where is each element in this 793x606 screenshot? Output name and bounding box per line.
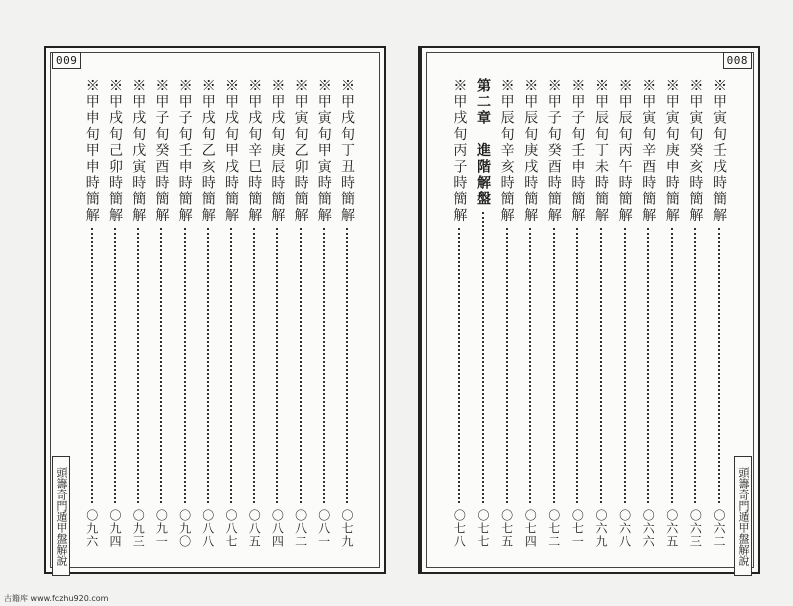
dot-leader <box>576 228 578 503</box>
dot-leader <box>600 228 602 503</box>
entry-page-number: 〇八四 <box>270 509 285 548</box>
entry-title: ※甲辰旬丁未時簡解 <box>593 78 609 224</box>
toc-entry <box>521 78 539 548</box>
toc-entry <box>129 78 147 548</box>
right-page <box>418 46 760 574</box>
entry-page-number: 〇七九 <box>340 509 354 548</box>
toc-entry <box>268 78 286 548</box>
entry-title: ※甲申旬甲申時簡解 <box>83 78 100 224</box>
entry-page-number: 〇七一 <box>570 509 585 548</box>
entry-page-number: 〇六五 <box>664 509 679 548</box>
dot-leader <box>458 228 460 503</box>
book-side-title: 頭籌奇門遁甲盤解說 <box>52 456 70 576</box>
dot-leader <box>230 228 232 503</box>
dot-leader <box>91 228 93 503</box>
toc-entry <box>222 78 240 548</box>
toc-entry <box>315 78 333 548</box>
dot-leader <box>694 228 696 503</box>
entry-page-number: 〇八二 <box>293 509 308 548</box>
page-number: 009 <box>52 52 81 69</box>
dot-leader <box>276 228 278 503</box>
entry-title: ※甲辰旬辛亥時簡解 <box>498 78 515 224</box>
entry-title: ※甲寅旬壬戌時簡解 <box>711 78 727 224</box>
toc-entry <box>176 78 194 548</box>
entry-page-number: 〇六九 <box>594 509 608 548</box>
dot-leader <box>553 228 555 503</box>
dot-leader <box>482 212 484 503</box>
entry-title: ※甲戌旬戊寅時簡解 <box>130 78 147 224</box>
dot-leader <box>529 228 531 503</box>
dot-leader <box>718 228 720 503</box>
entry-title: 第二章 進階解盤 <box>475 78 491 208</box>
entry-page-number: 〇七四 <box>523 509 538 548</box>
toc-entry <box>106 78 124 548</box>
entry-page-number: 〇八五 <box>247 509 262 548</box>
entry-page-number: 〇七七 <box>476 509 490 548</box>
entry-title: ※甲寅旬辛酉時簡解 <box>640 78 657 224</box>
entry-page-number: 〇七五 <box>499 509 514 548</box>
toc-entry <box>152 78 170 548</box>
entry-page-number: 〇七八 <box>452 509 467 548</box>
toc-entry <box>663 78 681 548</box>
dot-leader <box>114 228 116 503</box>
toc-entry <box>292 78 310 548</box>
toc-entry <box>199 78 217 548</box>
entry-page-number: 〇九〇 <box>177 509 192 548</box>
entry-title: ※甲寅旬乙卯時簡解 <box>292 78 309 224</box>
dot-leader <box>346 228 348 503</box>
toc-entry <box>592 78 610 548</box>
entry-page-number: 〇八八 <box>200 509 215 548</box>
entry-page-number: 〇九四 <box>108 509 122 548</box>
dot-leader <box>647 228 649 503</box>
toc-entry <box>686 78 704 548</box>
entry-title: ※甲戌旬乙亥時簡解 <box>199 78 216 224</box>
book-side-title: 頭籌奇門遁甲盤解說 <box>734 456 752 576</box>
entry-title: ※甲子旬癸酉時簡解 <box>545 78 562 224</box>
entry-title: ※甲寅旬甲寅時簡解 <box>315 78 332 224</box>
entry-title: ※甲寅旬癸亥時簡解 <box>687 78 704 224</box>
entry-title: ※甲子旬壬申時簡解 <box>569 78 586 224</box>
toc-entry <box>710 78 728 548</box>
entry-page-number: 〇九三 <box>131 509 146 548</box>
dot-leader <box>671 228 673 503</box>
entry-title: ※甲子旬壬申時簡解 <box>176 78 193 224</box>
toc-entry <box>338 78 356 548</box>
dot-leader <box>184 228 186 503</box>
entry-title: ※甲戌旬辛巳時簡解 <box>246 78 263 224</box>
toc-entry <box>545 78 563 548</box>
entry-title: ※甲戌旬丁丑時簡解 <box>339 78 355 224</box>
dot-leader <box>624 228 626 503</box>
dot-leader <box>253 228 255 503</box>
entry-page-number: 〇六八 <box>617 509 632 548</box>
entry-page-number: 〇七二 <box>546 509 561 548</box>
entry-title: ※甲戌旬甲戌時簡解 <box>223 78 239 224</box>
entry-page-number: 〇九一 <box>154 509 169 548</box>
chapter-heading <box>474 78 492 548</box>
toc-entry <box>450 78 468 548</box>
footer-watermark: 古籍库 www.fczhu920.com <box>4 594 109 603</box>
toc-entry <box>616 78 634 548</box>
dot-leader <box>160 228 162 503</box>
toc-entry <box>498 78 516 548</box>
entry-title: ※甲寅旬庚申時簡解 <box>663 78 680 224</box>
entry-page-number: 〇九六 <box>84 509 99 548</box>
page-number: 008 <box>723 52 752 69</box>
entry-page-number: 〇八七 <box>224 509 238 548</box>
entry-page-number: 〇六三 <box>688 509 703 548</box>
toc-entry <box>639 78 657 548</box>
toc-entry <box>245 78 263 548</box>
dot-leader <box>506 228 508 503</box>
dot-leader <box>323 228 325 503</box>
entry-title: ※甲辰旬丙午時簡解 <box>616 78 633 224</box>
entry-title: ※甲子旬癸酉時簡解 <box>153 78 170 224</box>
toc-entry <box>83 78 101 548</box>
entry-page-number: 〇六二 <box>712 509 726 548</box>
entry-title: ※甲戌旬己卯時簡解 <box>107 78 123 224</box>
entry-page-number: 〇六六 <box>641 509 656 548</box>
toc-entry <box>568 78 586 548</box>
entry-title: ※甲辰旬庚戌時簡解 <box>522 78 539 224</box>
entry-page-number: 〇八一 <box>316 509 331 548</box>
dot-leader <box>207 228 209 503</box>
entry-title: ※甲戌旬丙子時簡解 <box>451 78 468 224</box>
dot-leader <box>137 228 139 503</box>
dot-leader <box>300 228 302 503</box>
entry-title: ※甲戌旬庚辰時簡解 <box>269 78 286 224</box>
